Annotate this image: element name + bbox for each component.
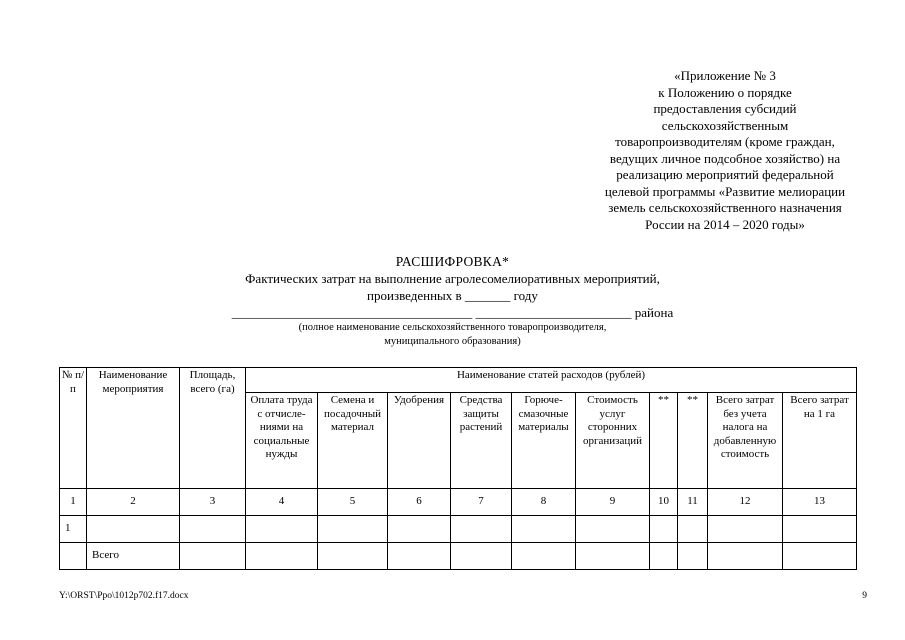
- heading-note: (полное наименование сельскохозяйственного товаропроизводителя,: [298, 322, 607, 333]
- document-title: РАСШИФРОВКА*: [395, 254, 510, 269]
- appendix-line: сельскохозяйственным: [661, 117, 789, 133]
- expenses-table: [59, 367, 857, 570]
- page-number: 9: [862, 591, 867, 601]
- column-number: 1: [60, 489, 87, 516]
- appendix-line: реализацию мероприятий федеральной: [616, 167, 834, 182]
- table-cell: [650, 543, 678, 570]
- table-cell: [650, 516, 678, 543]
- column-number: 7: [451, 489, 512, 516]
- table-header-row: [60, 368, 857, 393]
- column-number: 5: [318, 489, 388, 516]
- table-cell: [451, 543, 512, 570]
- table-cell: [87, 516, 180, 543]
- appendix-line: к Положению о порядке: [658, 84, 792, 100]
- column-number: 9: [576, 489, 650, 516]
- appendix-line: предоставления субсидий: [653, 101, 797, 116]
- column-number: 11: [678, 489, 708, 516]
- appendix-line: целевой программы «Развитие мелиорации: [604, 183, 846, 199]
- table-cell: [512, 543, 576, 570]
- table-cell: [576, 516, 650, 543]
- column-number: 12: [708, 489, 783, 516]
- total-row: [60, 543, 857, 570]
- row-number: 1: [60, 516, 87, 543]
- appendix-line: ведущих личное подсобное хозяйство) на: [609, 150, 841, 166]
- total-label: Всего: [87, 543, 180, 570]
- table-cell: [678, 543, 708, 570]
- table-cell: [783, 543, 857, 570]
- table-cell: [180, 516, 246, 543]
- table-cell: [60, 543, 87, 570]
- header-expense-items: Наименование статей расходов (рублей): [246, 368, 857, 393]
- table-cell: [180, 543, 246, 570]
- header-services: Стоимость услуг сторонних организаций: [576, 393, 650, 489]
- table-cell: [783, 516, 857, 543]
- table-cell: [451, 516, 512, 543]
- appendix-line: земель сельскохозяйственного назначения: [608, 200, 842, 215]
- header-other-1: **: [650, 393, 678, 489]
- table-cell: [708, 543, 783, 570]
- table-cell: [388, 543, 451, 570]
- table-cell: [708, 516, 783, 543]
- column-number: 2: [87, 489, 180, 516]
- table-cell: [576, 543, 650, 570]
- table-row: [60, 516, 857, 543]
- header-other-2: **: [678, 393, 708, 489]
- appendix-line: товаропроизводителям (кроме граждан,: [615, 134, 835, 149]
- heading-note: муниципального образования): [384, 336, 521, 347]
- table-cell: [318, 543, 388, 570]
- column-number: 8: [512, 489, 576, 516]
- header-fertilizers: Удобрения: [388, 393, 451, 489]
- column-number: 4: [246, 489, 318, 516]
- table-cell: [512, 516, 576, 543]
- column-number: 10: [650, 489, 678, 516]
- header-num: № п/п: [60, 368, 87, 489]
- column-number: 3: [180, 489, 246, 516]
- column-number: 13: [783, 489, 857, 516]
- document-subtitle-year: произведенных в _______ году: [367, 288, 538, 303]
- column-number-row: [60, 489, 857, 516]
- header-labor: Оплата труда с отчисле-ниями на социальные нужды: [246, 393, 318, 489]
- header-fuel: Горюче-смазочные материалы: [512, 393, 576, 489]
- column-number: 6: [388, 489, 451, 516]
- table-cell: [388, 516, 451, 543]
- file-path: Y:\ORST\Ppo\1012p702.f17.docx: [59, 591, 189, 601]
- header-total-no-vat: Всего затрат без учета налога на добавленную стоимость: [708, 393, 783, 489]
- document-heading: [175, 253, 730, 349]
- header-area: Площадь, всего (га): [180, 368, 246, 489]
- table-cell: [678, 516, 708, 543]
- header-name: Наименование мероприятия: [87, 368, 180, 489]
- header-seeds: Семена и посадочный материал: [318, 393, 388, 489]
- appendix-line: России на 2014 – 2020 годы»: [645, 216, 805, 232]
- table-cell: [246, 543, 318, 570]
- header-total-per-ha: Всего затрат на 1 га: [783, 393, 857, 489]
- document-subtitle-district: _____________________________________ ________________________ района: [231, 305, 674, 320]
- document-subtitle: Фактических затрат на выполнение агролесомелиоративных мероприятий,: [245, 271, 660, 286]
- appendix-line: «Приложение № 3: [674, 68, 776, 83]
- table-cell: [246, 516, 318, 543]
- table-cell: [318, 516, 388, 543]
- header-plant-protection: Средства защиты растений: [451, 393, 512, 489]
- appendix-block: [575, 68, 875, 233]
